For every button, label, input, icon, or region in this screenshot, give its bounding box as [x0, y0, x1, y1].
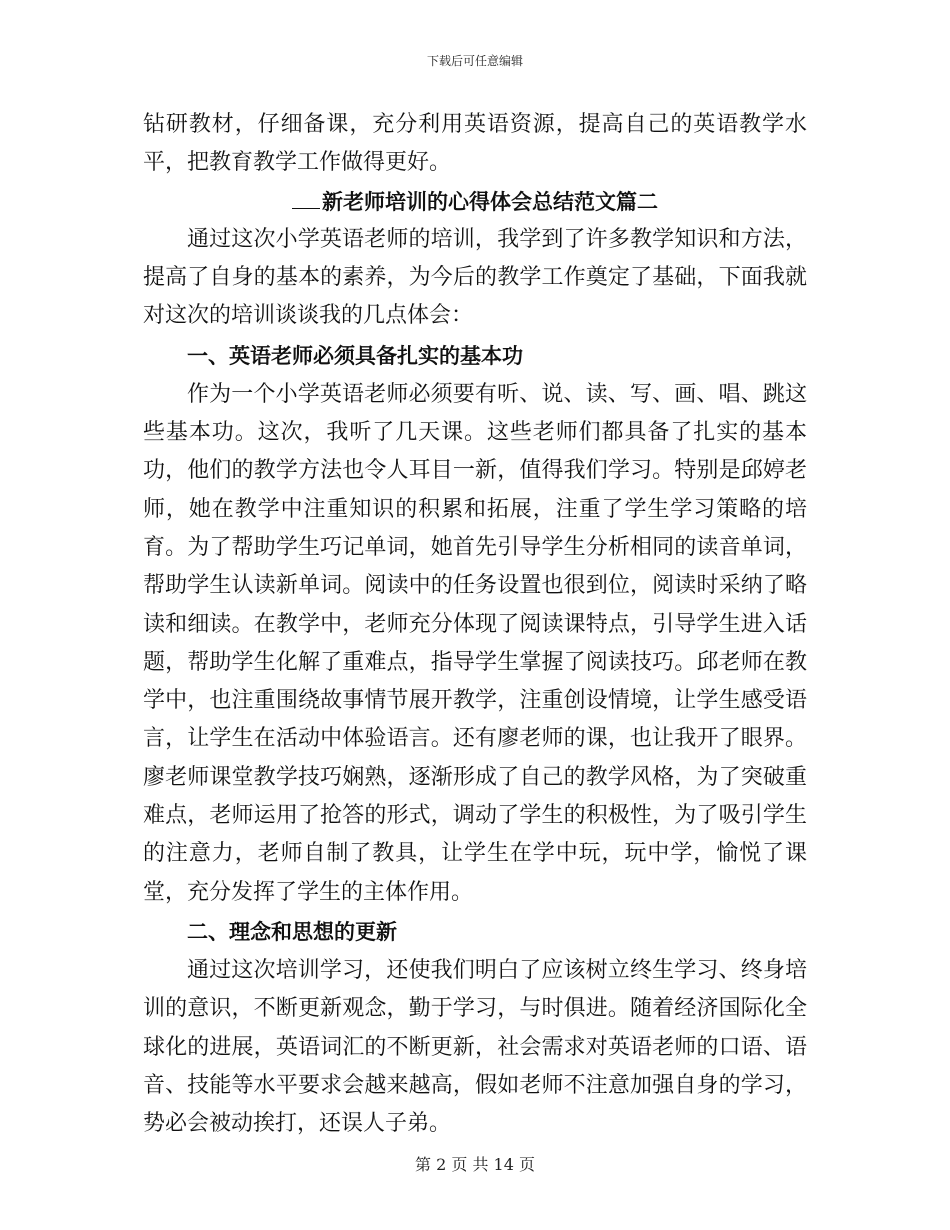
heading-2: 二、理念和思想的更新 [187, 919, 397, 944]
heading-1: 一、英语老师必须具备扎实的基本功 [187, 343, 523, 368]
paragraph-intro: 钻研教材，仔细备课，充分利用英语资源，提高自己的英语教学水平，把教育教学工作做得更好。 [143, 112, 807, 176]
paragraph-1: 通过这次小学英语老师的培训，我学到了许多教学知识和方法，提高了自身的基本的素养，为今后的教学工作奠定了基础，下面我就对这次的培训谈谈我的几点体会： [143, 226, 807, 329]
section-title [143, 183, 807, 221]
paragraph-3: 通过这次培训学习，还使我们明白了应该树立终生学习、终身培训的意识，不断更新观念，勤于学习，与时俱进。随着经济国际化全球化的进展，英语词汇的不断更新，社会需求对英语老师的口语、语音、技能等水平要求会越来越高，假如老师不注意加强自身的学习，势必会被动挨打，还误人子弟。 [143, 957, 807, 1137]
paragraph-2: 作为一个小学英语老师必须要有听、说、读、写、画、唱、跳这些基本功。这次，我听了几天课。这些老师们都具备了扎实的基本功，他们的教学方法也令人耳目一新，值得我们学习。特别是邱婷老师，她在教学中注重知识的积累和拓展，注重了学生学习策略的培育。为了帮助学生巧记单词，她首先引导学生分析相同的读音单词，帮助学生认读新单词。阅读中的任务设置也很到位，阅读时采纳了略读和细读。在教学中，老师充分体现了阅读课特点，引导学生进入话题，帮助学生化解了重难点，指导学生掌握了阅读技巧。邱老师在教学中，也注重围绕故事情节展开教学，注重创设情境，让学生感受语言，让学生在活动中体验语言。还有廖老师的课，也让我开了眼界。廖老师课堂教学技巧娴熟，逐渐形成了自己的教学风格，为了突破重难点，老师运用了抢答的形式，调动了学生的积极性，为了吸引学生的注意力，老师自制了教具，让学生在学中玩，玩中学，愉悦了课堂，充分发挥了学生的主体作用。 [143, 381, 807, 905]
document-body [143, 106, 807, 1143]
page-header-note: 下载后可任意编辑 [426, 54, 523, 68]
title-blank-line [292, 190, 320, 209]
page-number: 第 2 页 共 14 页 [415, 1155, 535, 1174]
section-title-text: 新老师培训的心得体会总结范文篇二 [322, 189, 658, 214]
